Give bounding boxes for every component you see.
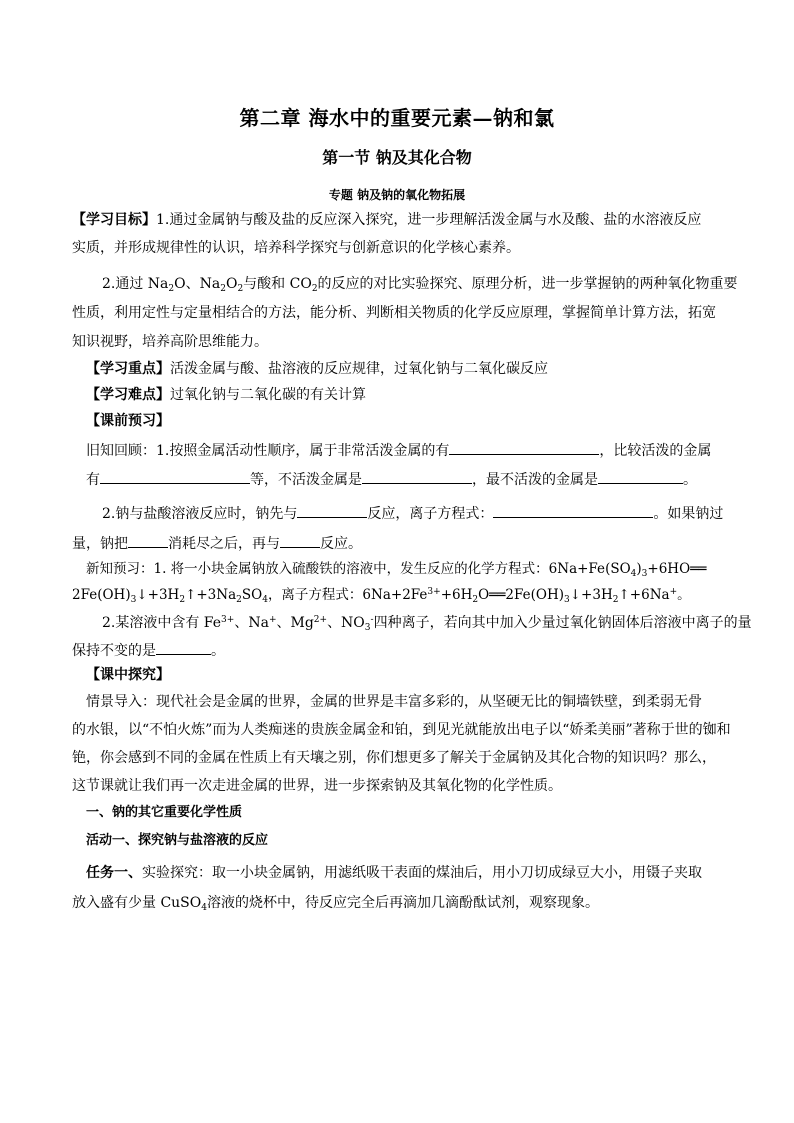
- answer-blank[interactable]: [297, 503, 367, 518]
- task-line-2: 放入盛有少量 CuSO$_4$溶液的烧杯中，待反应完全后再滴加几滴酚酞试剂，观察现象。: [72, 895, 599, 913]
- answer-blank[interactable]: [156, 640, 211, 655]
- section-one-heading: 一、钠的其它重要化学性质: [86, 805, 243, 820]
- task-heading: 任务一、: [86, 865, 142, 881]
- review-line-2: 有 等，不活泼金属是 ，最不活泼的金属是 。: [86, 469, 697, 489]
- difficulty-heading: 【学习难点】: [86, 387, 170, 403]
- activity-one-heading: 活动一、探究钠与盐溶液的反应: [86, 833, 269, 848]
- ion-question-line-2: 保持不变的是 。: [72, 640, 225, 660]
- goals-2-line-3: 知识视野，培养高阶思维能力。: [72, 334, 268, 350]
- goals-line-2: 实质，并形成规律性的认识，培养科学探究与创新意识的化学核心素养。: [72, 240, 520, 256]
- intro-line-2: 的水银，以“不怕火炼”而为人类痴迷的贵族金属金和铂，到见光就能放出电子以“娇柔美丽”著称于世的铷和: [72, 722, 731, 738]
- preview-heading: 【课前预习】: [86, 413, 170, 429]
- answer-blank[interactable]: [128, 533, 168, 548]
- answer-blank[interactable]: [100, 469, 250, 484]
- answer-blank[interactable]: [362, 469, 472, 484]
- chapter-title: 第二章 海水中的重要元素—钠和氯: [239, 106, 555, 130]
- answer-blank[interactable]: [598, 469, 683, 484]
- focus-line: 【学习重点】活泼金属与酸、盐溶液的反应规律，过氧化钠与二氧化碳反应: [86, 361, 548, 377]
- new-knowledge-line-2: $2Fe(OH)_3↓+3H_2↑+3Na_2SO_4$，离子方程式：$6Na+2Fe^{3+}+6H_2O══2Fe(OH)_3↓+3H_2↑+6Na^+$。: [72, 587, 691, 605]
- goals-line-1: 【学习目标】1.通过金属钠与酸及盐的反应深入探究，进一步理解活泼金属与水及酸、盐的水溶液反应: [72, 212, 702, 228]
- task-line-1: 任务一、实验探究：取一小块金属钠，用滤纸吸干表面的煤油后，用小刀切成绿豆大小，用镊子夹取: [86, 865, 702, 881]
- section-title: 第一节 钠及其化合物: [322, 148, 472, 167]
- goals-2-line-1: 2.通过 $Na_2O$、$Na_2O_2$与酸和 $CO_2$的反应的对比实验探究、原理分析，进一步掌握钠的两种氧化物重要: [102, 276, 738, 294]
- goals-2-line-2: 性质，利用定性与定量相结合的方法，能分析、判断相关物质的化学反应原理，掌握简单计算方法，拓宽: [72, 305, 716, 321]
- focus-heading: 【学习重点】: [86, 361, 170, 377]
- q2-line-1: 2.钠与盐酸溶液反应时，钠先与 反应，离子方程式： 。如果钠过: [102, 503, 723, 523]
- q2-line-2: 量，钠把 消耗尽之后，再与 反应。: [72, 533, 362, 553]
- answer-blank[interactable]: [449, 440, 599, 455]
- new-knowledge-line-1: 新知预习：1. 将一小块金属钠放入硫酸铁的溶液中，发生反应的化学方程式：$6Na+Fe(SO_4)_3+6HO══$: [86, 561, 707, 579]
- intro-line-4: 这节课就让我们再一次走进金属的世界，进一步探索钠及其氧化物的化学性质。: [72, 778, 562, 794]
- inclass-heading: 【课中探究】: [86, 667, 170, 683]
- answer-blank[interactable]: [280, 533, 320, 548]
- intro-line-1: 情景导入：现代社会是金属的世界，金属的世界是丰富多彩的，从坚硬无比的铜墙铁壁，到柔弱无骨: [86, 694, 702, 710]
- difficulty-line: 【学习难点】过氧化钠与二氧化碳的有关计算: [86, 387, 366, 403]
- review-line-1: 旧知回顾：1.按照金属活动性顺序，属于非常活泼金属的有 ，比较活泼的金属: [86, 440, 711, 460]
- answer-blank[interactable]: [493, 503, 653, 518]
- ion-question-line-1: 2.某溶液中含有 $Fe^{3+}$、Na+、$Mg^{2+}$、$NO_3^-$四种离子，若向其中加入少量过氧化钠固体后溶液中离子的量: [102, 615, 752, 633]
- goals-heading: 【学习目标】: [72, 212, 156, 228]
- topic-title: 专题 钠及钠的氧化物拓展: [328, 188, 466, 202]
- intro-line-3: 铯，你会感到不同的金属在性质上有天壤之别，你们想更多了解关于金属钠及其化合物的知识吗？那么，: [72, 750, 716, 766]
